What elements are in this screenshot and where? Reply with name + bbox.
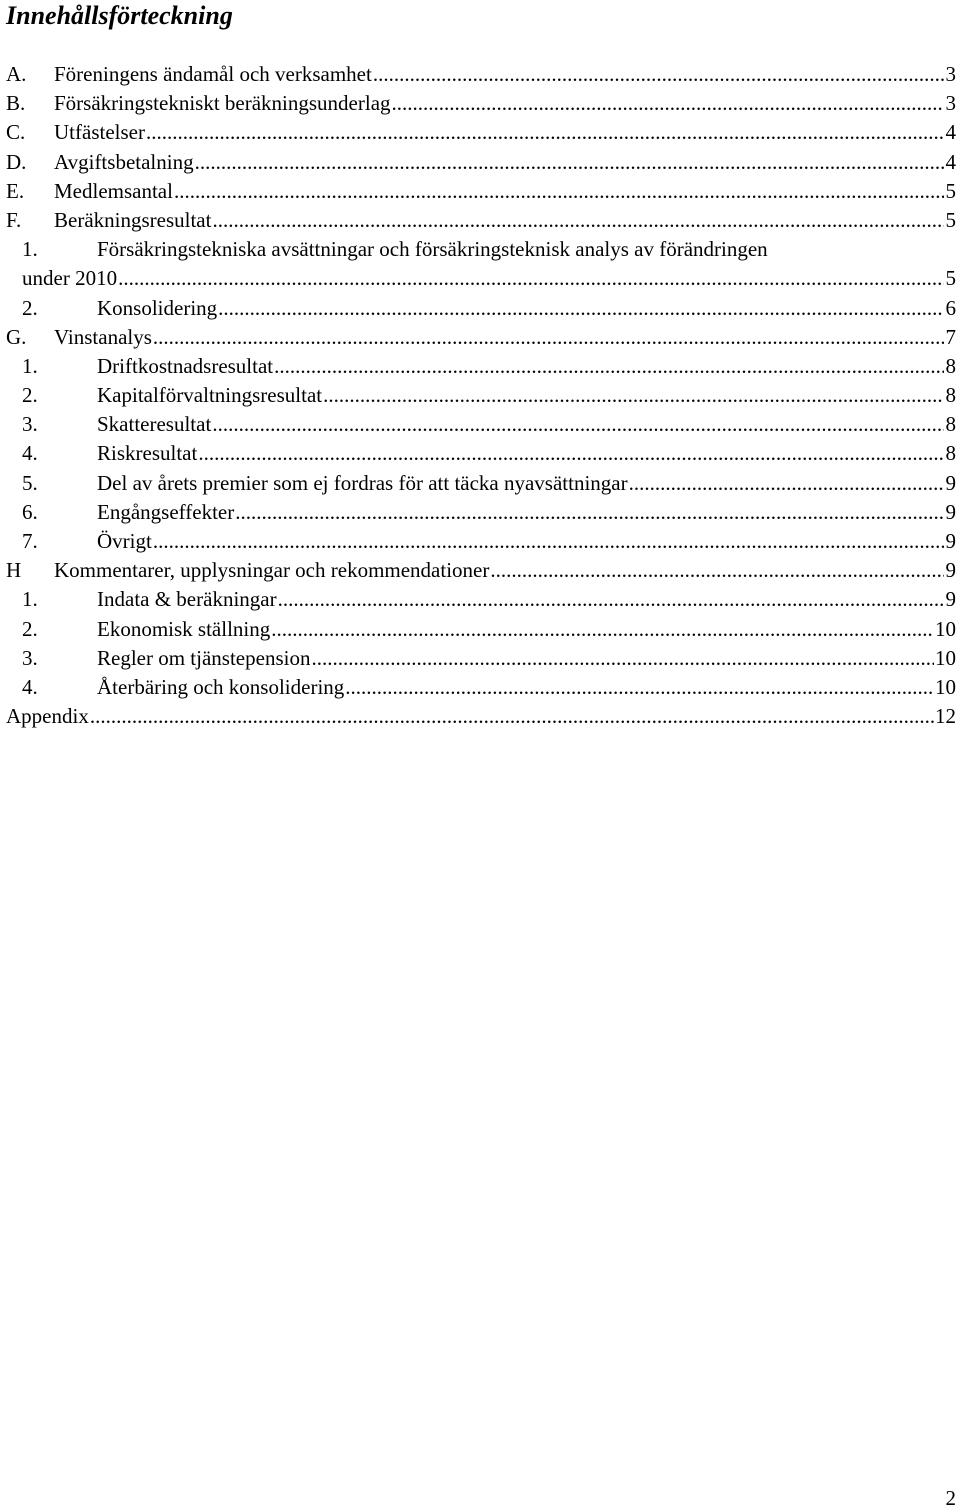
toc-entry[interactable] [6,556,956,585]
toc-entry[interactable] [6,352,956,381]
page-number: 2 [945,1486,956,1510]
toc-entry[interactable] [6,381,956,410]
toc-entry-number: 1. [22,587,38,612]
toc-entry[interactable] [6,498,956,527]
toc-entry-number: A. [6,62,27,86]
toc-entry-page: 12 [935,704,956,729]
toc-entry-page: 7 [945,324,956,349]
toc-leader-dots [271,615,934,644]
toc-entry-page: 9 [945,499,956,524]
toc-entry-number: E. [6,178,25,203]
toc-entry-number: F. [6,207,22,232]
toc-entry-page: 6 [945,295,956,320]
toc-entry-label: Engångseffekter [97,499,235,524]
toc-entry-page: 10 [935,674,956,699]
page-title: Innehållsförteckning [6,1,233,30]
toc-entry-page: 3 [945,91,956,116]
toc-leader-dots [118,264,944,293]
toc-leader-dots [345,673,934,702]
toc-entry-label: Avgiftsbetalning [54,149,194,174]
toc-entry-label: Riskresultat [97,441,198,466]
toc-leader-dots [274,352,944,381]
toc-entry[interactable] [6,294,956,323]
toc-entry-page: 9 [945,558,956,583]
toc-entry-label: Driftkostnadsresultat [97,353,274,378]
toc-entry-page: 9 [945,470,956,495]
toc-entry-number: 5. [22,470,38,495]
toc-entry-page: 3 [945,62,956,86]
toc-entry-label: Skatteresultat [97,412,212,437]
toc-leader-dots [212,410,944,439]
toc-leader-dots [629,469,944,498]
toc-entry-label: Föreningens ändamål och verksamhet [54,62,372,86]
toc-leader-dots [198,439,944,468]
toc-entry[interactable] [6,527,956,556]
toc-entry-label: Försäkringstekniskt beräkningsunderlag [54,91,391,116]
toc-entry-page: 8 [945,383,956,408]
toc-entry[interactable] [6,148,956,177]
toc-entry-number: 7. [22,529,38,553]
toc-leader-dots [323,381,944,410]
toc-entry-label: Beräkningsresultat [54,207,212,232]
toc-entry[interactable] [6,118,956,147]
toc-entry-label-continued: under 2010 [22,266,118,291]
toc-entry-page: 8 [945,412,956,437]
toc-leader-dots [373,60,944,89]
toc-entry-number: 4. [22,674,38,699]
toc-entry-label: Försäkringstekniska avsättningar och försäkringsteknisk analys av förändringen [97,237,768,262]
toc-leader-dots [153,323,944,352]
toc-entry-number: 6. [22,499,38,524]
toc-leader-dots [218,294,944,323]
toc-entry[interactable] [6,673,956,702]
toc-entry[interactable] [6,702,956,731]
toc-entry-page: 5 [945,207,956,232]
toc-entry-page: 8 [945,441,956,466]
toc-entry-label: Del av årets premier som ej fordras för att täcka nyavsättningar [97,470,628,495]
toc-entry[interactable] [6,585,956,614]
toc-entry-label: Kapitalförvaltningsresultat [97,383,323,408]
toc-entry[interactable] [6,439,956,468]
toc-entry-label: Indata & beräkningar [97,587,277,612]
table-of-contents [6,60,956,731]
toc-entry-number: 3. [22,412,38,437]
toc-entry-page: 4 [945,120,956,145]
toc-entry-number: H [6,558,22,583]
toc-entry-label: Övrigt [97,529,152,553]
toc-entry-label: Konsolidering [97,295,218,320]
toc-entry-page: 8 [945,353,956,378]
toc-leader-dots [153,527,944,556]
toc-entry[interactable] [6,615,956,644]
toc-leader-dots [195,148,944,177]
toc-entry-page: 4 [945,149,956,174]
toc-entry[interactable] [6,644,956,673]
toc-entry-number: 4. [22,441,38,466]
toc-leader-dots [278,585,944,614]
toc-leader-dots [235,498,944,527]
toc-entry-page: 5 [945,266,956,291]
toc-entry[interactable] [6,469,956,498]
toc-entry-label: Medlemsantal [54,178,173,203]
toc-leader-dots [490,556,944,585]
toc-entry-number: 1. [22,353,38,378]
toc-entry-number: 2. [22,295,38,320]
toc-entry-number: C. [6,120,26,145]
toc-entry-wrapped[interactable] [6,235,956,293]
toc-leader-dots [392,89,944,118]
toc-entry[interactable] [6,177,956,206]
toc-leader-dots [146,118,944,147]
toc-entry-number: G. [6,324,27,349]
toc-leader-dots [311,644,934,673]
toc-entry-number: D. [6,149,27,174]
toc-entry-label: Ekonomisk ställning [97,616,271,641]
toc-entry-number: 3. [22,645,38,670]
toc-leader-dots [90,702,934,731]
toc-entry-page: 9 [945,587,956,612]
toc-entry[interactable] [6,89,956,118]
toc-entry-label: Appendix [6,704,89,729]
toc-entry[interactable] [6,60,956,89]
toc-entry[interactable] [6,410,956,439]
toc-entry-page: 10 [935,616,956,641]
toc-entry-number: B. [6,91,26,116]
toc-entry-page: 5 [945,178,956,203]
toc-entry-number: 2. [22,616,38,641]
toc-entry-label: Vinstanalys [54,324,152,349]
toc-entry[interactable] [6,206,956,235]
toc-entry-number: 1. [22,237,38,262]
toc-entry-page: 10 [935,645,956,670]
toc-leader-dots [212,206,944,235]
toc-entry-label: Kommentarer, upplysningar och rekommendationer [54,558,490,583]
toc-entry-page: 9 [945,529,956,553]
toc-entry-label: Återbäring och konsolidering [97,674,345,699]
toc-entry-label: Utfästelser [54,120,145,145]
toc-leader-dots [174,177,944,206]
toc-entry-number: 2. [22,383,38,408]
toc-entry-label: Regler om tjänstepension [97,645,311,670]
toc-entry[interactable] [6,323,956,352]
